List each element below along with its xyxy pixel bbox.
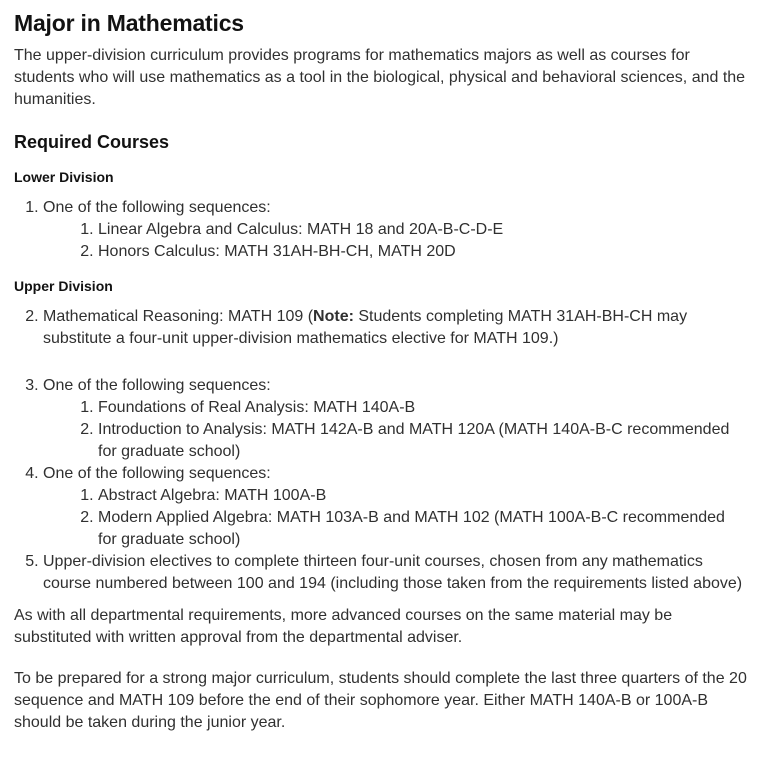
list-item-3-text: One of the following sequences: (43, 377, 271, 394)
heading-lower-division: Lower Division (14, 169, 114, 185)
heading-upper-division: Upper Division (14, 278, 113, 294)
list-item-2-text-after-note: Students completing MATH 31AH-BH-CH may substitute a four-unit upper-division mathematics elective for MATH 109.) (43, 308, 688, 347)
page-title: Major in Mathematics (14, 10, 244, 36)
list-item-1-sub-1-text: Linear Algebra and Calculus: MATH 18 and 20A-B-C-D-E (98, 221, 504, 238)
list-item-1-sub-1 (98, 219, 747, 241)
closing-paragraph-1: As with all departmental requirements, more advanced courses on the same material may be substituted with written approval from the departmental adviser. (14, 607, 673, 646)
list-item-5 (43, 551, 747, 595)
list-item-1-sub-2-text: Honors Calculus: MATH 31AH-BH-CH, MATH 20D (98, 243, 456, 260)
list-item-1-sublist (43, 219, 747, 263)
list-item-1-text: One of the following sequences: (43, 199, 271, 216)
heading-required-courses: Required Courses (14, 132, 170, 152)
list-item-5-text: Upper-division electives to complete thirteen four-unit courses, chosen from any mathematics course numbered between 100 and 194 (including those taken from the requirements listed above) (43, 553, 743, 592)
list-item-4-sub-1 (98, 485, 747, 507)
list-item-3-sublist (43, 397, 747, 463)
intro-paragraph: The upper-division curriculum provides programs for mathematics majors as well as courses for students who will use mathematics as a tool in the biological, physical and behavioral sciences, and the humanities. (14, 47, 746, 108)
list-item-3-sub-2 (98, 419, 747, 463)
list-item-1 (43, 197, 747, 263)
upper-division-list-rest (14, 375, 747, 595)
upper-division-list-first (14, 306, 747, 350)
list-item-4-sub-2-text: Modern Applied Algebra: MATH 103A-B and MATH 102 (MATH 100A-B-C recommended for graduate school) (98, 509, 725, 548)
lower-division-list (14, 197, 747, 263)
list-item-4-sub-1-text: Abstract Algebra: MATH 100A-B (98, 487, 327, 504)
list-item-3-sub-1-text: Foundations of Real Analysis: MATH 140A-B (98, 399, 416, 416)
list-item-3-sub-2-text: Introduction to Analysis: MATH 142A-B and MATH 120A (MATH 140A-B-C recommended for graduate school) (98, 421, 730, 460)
list-item-2-text-before-note: Mathematical Reasoning: MATH 109 ( (43, 308, 314, 325)
list-item-3 (43, 375, 747, 463)
list-item-4-text: One of the following sequences: (43, 465, 271, 482)
note-label: Note: (313, 308, 354, 325)
list-item-4-sub-2 (98, 507, 747, 551)
list-item-4-sublist (43, 485, 747, 551)
list-item-1-sub-2 (98, 241, 747, 263)
list-item-2 (43, 306, 747, 350)
closing-paragraph-2: To be prepared for a strong major curriculum, students should complete the last three quarters of the 20 sequence and MATH 109 before the end of their sophomore year. Either MATH 140A-B or 100A-B should be taken during the junior year. (14, 670, 747, 731)
list-item-3-sub-1 (98, 397, 747, 419)
list-item-4 (43, 463, 747, 551)
